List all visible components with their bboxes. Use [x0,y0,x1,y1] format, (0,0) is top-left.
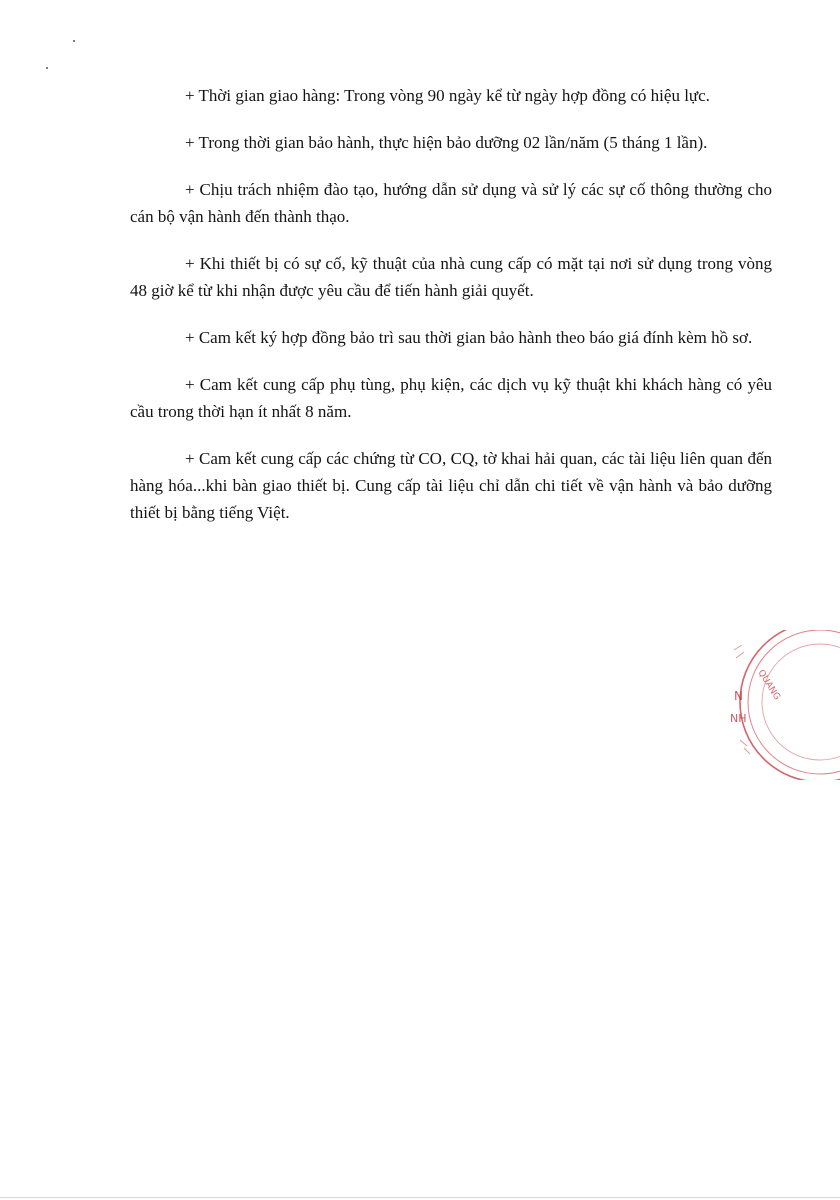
paragraph-delivery-time: + Thời gian giao hàng: Trong vòng 90 ngày kể từ ngày hợp đồng có hiệu lực. [185,86,710,105]
seal-text-line-2: NH [730,712,747,725]
seal-arc-text: QUANG [755,668,782,703]
scan-edge-line [0,1197,840,1198]
paragraph-documents: + Cam kết cung cấp các chứng từ CO, CQ, tờ khai hải quan, các tài liệu liên quan đến hàng hóa...khi bàn giao thiết bị. Cung cấp tài liệu chỉ dẫn chi tiết về vận hành và bảo dưỡng thiết bị bằng tiếng Việt. [130,449,772,522]
paragraph-maintenance-contract: + Cam kết ký hợp đồng bảo trì sau thời gian bảo hành theo báo giá đính kèm hồ sơ. [185,328,753,347]
paragraph-spare-parts: + Cam kết cung cấp phụ tùng, phụ kiện, các dịch vụ kỹ thuật khi khách hàng có yêu cầu trong thời hạn ít nhất 8 năm. [130,375,772,421]
document-body [130,82,772,546]
seal-icon [700,630,840,780]
scan-speck [73,40,75,42]
paragraph-maintenance: + Trong thời gian bảo hành, thực hiện bảo dưỡng 02 lần/năm (5 tháng 1 lần). [185,133,708,152]
paragraph-incident-response: + Khi thiết bị có sự cố, kỹ thuật của nhà cung cấp có mặt tại nơi sử dụng trong vòng 48 giờ kể từ khi nhận được yêu cầu để tiến hành giải quyết. [130,254,772,300]
company-seal [700,630,840,780]
paragraph-training: + Chịu trách nhiệm đào tạo, hướng dẫn sử dụng và sử lý các sự cố thông thường cho cán bộ vận hành đến thành thạo. [130,180,772,226]
scan-speck [46,67,48,69]
seal-text-line-1: N [734,689,743,703]
